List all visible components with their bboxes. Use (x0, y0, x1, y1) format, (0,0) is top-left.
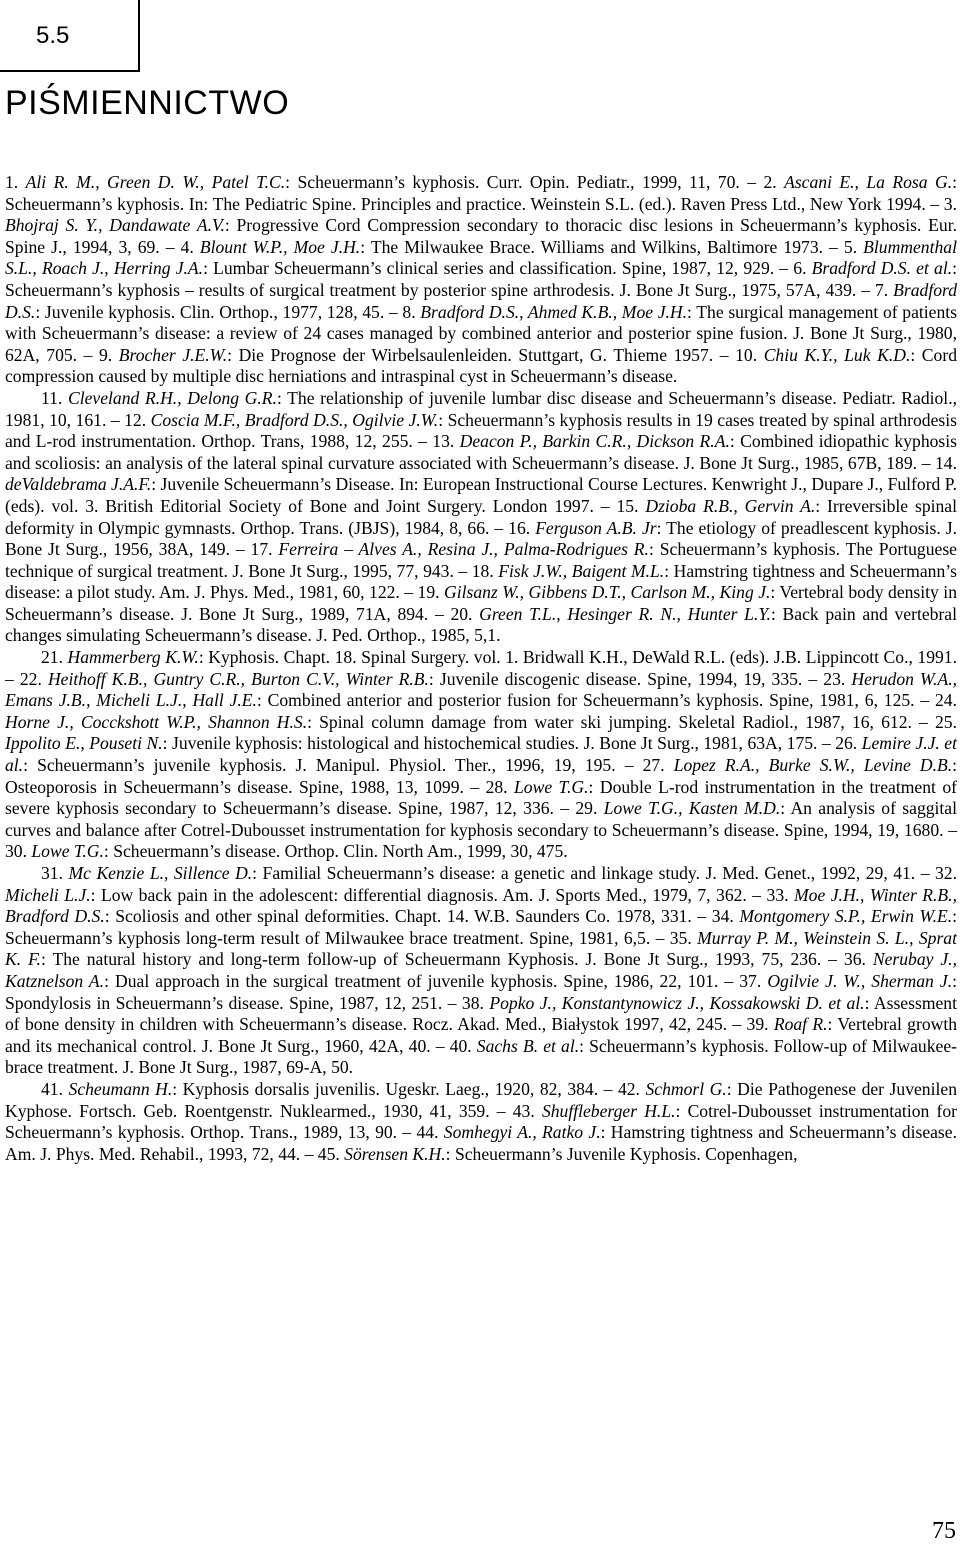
reference-text: : Osteoporosis in Scheuermann’s disease. Spine, 1988, 13, 1099. – 28. (5, 755, 958, 797)
reference-text: : Cord compression caused by multiple disc herniations and intraspinal cyst in Scheuermann’s disease. (5, 344, 957, 387)
reference-text: : Progressive Cord Compression secondary to thoracic disc lesions in Scheuermann’s kyphosis. Eur. Spine J., 1994, 3, 69. – 4. (5, 215, 957, 257)
reference-authors: Dzioba R.B., Gervin A. (645, 495, 816, 516)
reference-text: : Back pain and vertebral changes simulating Scheuermann’s disease. J. Ped. Orthop., 1985, 5,1. (5, 603, 958, 646)
reference-text: : The relationship of juvenile lumbar disc disease and Scheuermann’s disease. Pediatr. Radiol., 1981, 10, 161. – 12. (5, 387, 957, 430)
reference-authors: Fisk J.W., Baigent M.L. (498, 560, 665, 581)
reference-authors: Ferreira – Alves A., Resina J., Palma-Rodrigues R. (278, 539, 649, 560)
reference-authors: Nerubay J., Katznelson A. (5, 949, 957, 991)
reference-paragraph (5, 172, 957, 388)
reference-text: : Cotrel-Dubousset instrumentation for Scheuermann’s kyphosis. Orthop. Trans., 1989, 13, 90. – 44. (5, 1100, 957, 1143)
reference-authors: Hammerberg K.W. (67, 647, 199, 668)
reference-text: : Vertebral body density in Scheuermann’s disease. J. Bone Jt Surg., 1989, 71A, 894. – 20. (5, 582, 957, 624)
reference-text: : Scheuermann’s juvenile kyphosis. J. Manipul. Physiol. Ther., 1996, 19, 195. – 27. (23, 755, 674, 776)
reference-authors: Coscia M.F., Bradford D.S., Ogilvie J.W. (150, 409, 439, 430)
reference-text: : Scheuermann’s Juvenile Kyphosis. Copenhagen, (445, 1143, 798, 1164)
reference-text: : Double L-rod instrumentation in the treatment of severe kyphosis secondary to Scheuermann’s disease. Spine, 1987, 12, 336. – 29. (5, 776, 958, 819)
reference-authors: Herudon W.A., Emans J.B., Micheli L.J., Hall J.E. (5, 668, 957, 711)
reference-authors: Somhegyi A., Ratko J. (443, 1122, 601, 1143)
reference-authors: Bradford D.S. (5, 279, 957, 322)
reference-text: : Hamstring tightness and Scheuermann’s disease. Am. J. Phys. Med. Rehabil., 1993, 72, 44. – 45. (5, 1122, 957, 1164)
reference-authors: Micheli L.J. (5, 884, 91, 905)
reference-authors: deValdebrama J.A.F. (5, 474, 152, 495)
reference-text: : Combined idiopathic kyphosis and scoliosis: an analysis of the lateral spinal curvature associated with Scheuermann’s disease. J. Bone Jt Surg., 1985, 67B, 189. – 14. (5, 431, 958, 473)
reference-authors: Blummenthal S.L., Roach J., Herring J.A. (5, 236, 957, 279)
reference-authors: Lowe T.G. (31, 841, 104, 862)
reference-text: 21. (41, 647, 68, 668)
reference-text: : An analysis of saggital curves and balance after Cotrel-Dubousset instrumentation for kyphosis secondary to Scheuermann’s disease. Spine, 1994, 19, 1680. – 30. (5, 798, 958, 862)
reference-text: : Familial Scheuermann’s disease: a genetic and linkage study. J. Med. Genet., 1992, 29, 41. – 32. (252, 863, 957, 883)
reference-authors: Murray P. M., Weinstein S. L., Sprat K. F. (5, 927, 957, 970)
reference-text: : Low back pain in the adolescent: differential diagnosis. Am. J. Sports Med., 1979, 7, 362. – 33. (90, 884, 795, 905)
reference-authors: Bhojraj S. Y., Dandawate A.V. (5, 215, 225, 236)
reference-text: : Assessment of bone density in children with Scheuermann’s disease. Rocz. Akad. Med., Białystok 1997, 42, 245. – 39. (5, 992, 957, 1035)
reference-text: : Scheuermann’s kyphosis. In: The Pediatric Spine. Principles and practice. Weinstein S.L. (ed.). Raven Press Ltd., New York 1994. – 3. (5, 172, 957, 214)
reference-authors: Cleveland R.H., Delong G.R. (67, 387, 277, 408)
reference-text: : Hamstring tightness and Scheuermann’s disease: a pilot study. Am. J. Phys. Med., 1981, 60, 122. – 19. (5, 560, 957, 603)
reference-text: : Vertebral growth and its mechanical control. J. Bone Jt Surg., 1960, 42A, 40. – 40. (5, 1014, 958, 1056)
reference-authors: Ogilvie J. W., Sherman J. (767, 970, 953, 991)
reference-authors: Moe J.H., Winter R.B., Bradford D.S. (5, 884, 957, 927)
reference-text: : Scheuermann’s disease. Orthop. Clin. North Am., 1999, 30, 475. (103, 841, 568, 862)
reference-text: : Juvenile kyphosis. Clin. Orthop., 1977, 128, 45. – 8. (35, 301, 421, 322)
page-number: 75 (932, 1518, 956, 1544)
reference-text: : Spondylosis in Scheuermann’s disease. Spine, 1987, 12, 251. – 38. (5, 970, 957, 1013)
reference-authors: Schmorl G. (645, 1078, 727, 1099)
reference-authors: Lopez R.A., Burke S.W., Levine D.B. (673, 755, 953, 776)
reference-text: 1. (5, 172, 26, 192)
reference-authors: Scheumann H. (68, 1078, 173, 1099)
reference-authors: Mc Kenzie L., Sillence D. (68, 863, 253, 883)
reference-paragraph (5, 647, 957, 863)
reference-authors: Shuffleberger H.L. (541, 1100, 676, 1121)
reference-text: : Juvenile kyphosis: histological and histochemical studies. J. Bone Jt Surg., 1981, 63A, 175. – 26. (162, 733, 862, 754)
reference-text: : Die Pathogenese der Juvenilen Kyphose. Fortsch. Geb. Roentgenstr. Nuklearmed., 1930, 41, 359. – 43. (5, 1078, 957, 1121)
reference-authors: Lowe T.G., Kasten M.D. (603, 798, 781, 819)
reference-text: : Irreversible spinal deformity in Olympic gymnasts. Orthop. Trans. (JBJS), 1984, 8, 66. – 16. (5, 495, 958, 538)
reference-text: : Juvenile Scheuermann’s Disease. In: European Instructional Course Lectures. Kenwright J., Dupare J., Fulford P. (eds). vol. 3. British Editorial Society of Bone and Joint Surgery. London 1997. – 15. (5, 474, 957, 516)
reference-text: : The surgical management of patients with Scheuermann’s disease: a review of 24 cases managed by combined anterior and posterior spine fusion. J. Bone Jt Surg., 1980, 62A, 705. – 9. (5, 301, 957, 365)
reference-text: : Dual approach in the surgical treatment of juvenile kyphosis. Spine, 1986, 22, 101. – 37. (104, 970, 768, 991)
reference-text: : Scheuermann’s kyphosis long-term result of Milwaukee brace treatment. Spine, 1981, 6,5. – 35. (5, 906, 958, 948)
reference-text: : Combined anterior and posterior fusion for Scheuermann’s kyphosis. Spine, 1981, 6, 125. – 24. (256, 690, 958, 711)
reference-authors: Sachs B. et al. (476, 1035, 580, 1056)
reference-text: 11. (41, 387, 68, 408)
reference-text: : Juvenile discogenic disease. Spine, 1994, 19, 335. – 23. (428, 668, 852, 689)
reference-authors: Ascani E., La Rosa G. (784, 172, 953, 192)
reference-text: : Kyphosis. Chapt. 18. Spinal Surgery. vol. 1. Bridwall K.H., DeWald R.L. (eds). J.B. Lippincott Co., 1991. – 22. (5, 647, 958, 689)
reference-text: : Die Prognose der Wirbelsaulenleiden. Stuttgart, G. Thieme 1957. – 10. (227, 344, 764, 365)
reference-text: : Scheuermann’s kyphosis. The Portuguese technique of surgical treatment. J. Bone Jt Surg., 1995, 77, 943. – 18. (5, 539, 957, 581)
reference-authors: Gilsanz W., Gibbens D.T., Carlson M., King J. (444, 582, 771, 603)
reference-text: : Spinal column damage from water ski jumping. Skeletal Radiol., 1987, 16, 612. – 25. (307, 711, 957, 732)
reference-authors: Popko J., Konstantynowicz J., Kossakowski D. et al. (489, 992, 865, 1013)
reference-paragraph (5, 1079, 957, 1165)
reference-authors: Montgomery S.P., Erwin W.E. (739, 906, 953, 927)
reference-authors: Blount W.P., Moe J.H. (199, 236, 361, 257)
reference-authors: Brocher J.E.W. (118, 344, 228, 365)
reference-authors: Chiu K.Y., Luk K.D. (763, 344, 911, 365)
reference-text: : The natural history and long-term follow-up of Scheuermann Kyphosis. J. Bone Jt Surg., 1993, 75, 236. – 36. (40, 949, 873, 970)
reference-text: : Scheuermann’s kyphosis. Follow-up of Milwaukee-brace treatment. J. Bone Jt Surg., 1987, 69-A, 50. (5, 1035, 958, 1078)
reference-authors: Ferguson A.B. Jr (535, 517, 657, 538)
reference-authors: Ippolito E., Pouseti N. (5, 733, 163, 754)
reference-authors: Horne J., Cocckshott W.P., Shannon H.S. (5, 711, 308, 732)
reference-authors: Deacon P., Barkin C.R., Dickson R.A. (459, 431, 730, 452)
reference-authors: Bradford D.S. et al. (811, 258, 953, 279)
reference-text: : Scheuermann’s kyphosis – results of surgical treatment by posterior spine arthrodesis. J. Bone Jt Surg., 1975, 57A, 439. – 7. (5, 258, 958, 300)
reference-text: : Scoliosis and other spinal deformities. Chapt. 14. W.B. Saunders Co. 1978, 331. – 34. (104, 906, 740, 927)
reference-authors: Roaf R. (773, 1014, 828, 1035)
reference-text: : Scheuermann’s kyphosis. Curr. Opin. Pediatr., 1999, 11, 70. – 2. (285, 172, 785, 192)
reference-text: 41. (41, 1078, 69, 1099)
section-number-box (0, 0, 140, 72)
section-number: 5.5 (36, 22, 70, 49)
reference-authors: Lemire J.J. et al. (5, 733, 957, 776)
reference-authors: Green T.L., Hesinger R. N., Hunter L.Y. (479, 603, 771, 624)
reference-text: : Kyphosis dorsalis juvenilis. Ugeskr. Laeg., 1920, 82, 384. – 42. (172, 1078, 646, 1099)
reference-text: : The Milwaukee Brace. Williams and Wilkins, Baltimore 1973. – 5. (360, 236, 864, 257)
reference-authors: Lowe T.G. (514, 776, 589, 797)
reference-list (5, 172, 957, 1165)
reference-authors: Ali R. M., Green D. W., Patel T.C. (25, 172, 286, 192)
reference-authors: Heithoff K.B., Guntry C.R., Burton C.V., Winter R.B. (47, 668, 429, 689)
reference-authors: Sörensen K.H. (344, 1143, 446, 1164)
reference-paragraph (5, 863, 957, 1079)
page-title: PIŚMIENNICTWO (5, 84, 290, 122)
reference-text: 31. (41, 863, 69, 883)
reference-text: : Lumbar Scheuermann’s clinical series and classification. Spine, 1987, 12, 929. – 6. (203, 258, 812, 279)
reference-authors: Bradford D.S., Ahmed K.B., Moe J.H. (420, 301, 688, 322)
reference-text: : The etiology of preadlescent kyphosis. J. Bone Jt Surg., 1956, 38A, 149. – 17. (5, 517, 957, 560)
reference-paragraph (5, 388, 957, 647)
reference-text: : Scheuermann’s kyphosis results in 19 cases treated by spinal arthrodesis and L-rod instrumentation. Orthop. Trans, 1988, 12, 255. – 13. (5, 409, 957, 452)
